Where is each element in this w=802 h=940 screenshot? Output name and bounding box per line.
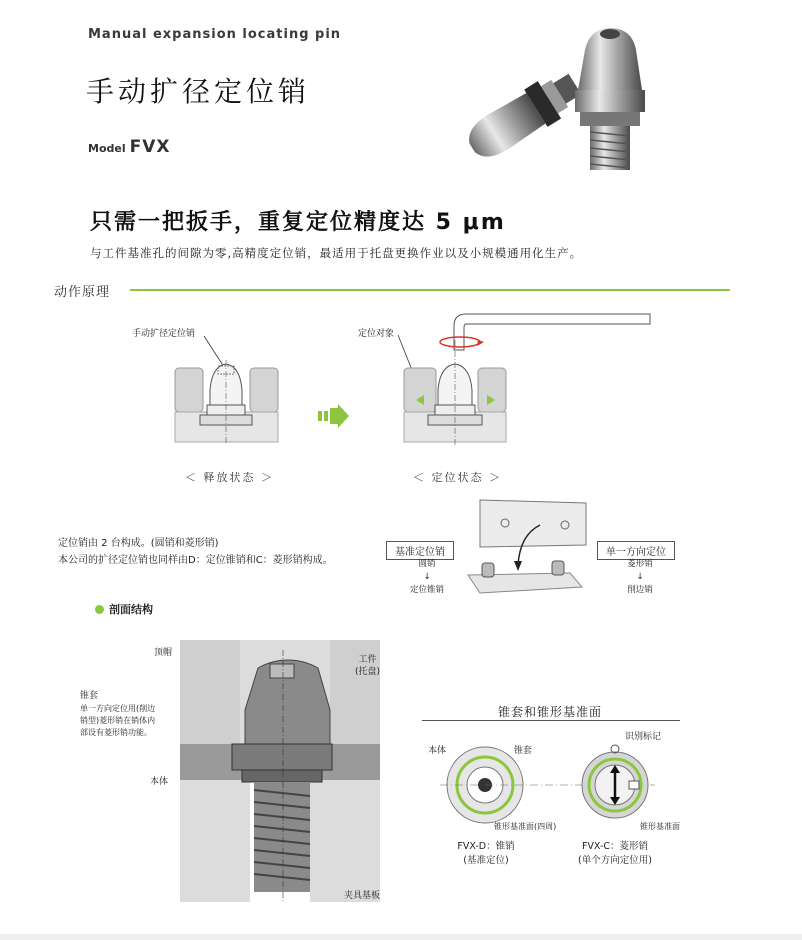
model-name: FVX [129, 137, 171, 157]
composition-line-2: 本公司的扩径定位销也同样由D：定位锥销和C：菱形销构成。 [58, 555, 333, 566]
single-direction-desc-3: 削边销 [627, 585, 653, 595]
section-divider [130, 289, 730, 291]
single-direction-box: 单一方向定位 [597, 541, 675, 560]
label-target: 定位对象 [358, 329, 395, 339]
cone-label-face-all: 锥形基准面(四周) [494, 822, 557, 831]
chinese-title: 手动扩径定位销 [86, 75, 311, 108]
sleeve-note-3: 部设有菱形销功能。 [80, 728, 152, 737]
cross-section-title: 剖面结构 [109, 603, 153, 616]
cone-title: 锥套和锥形基准面 [498, 705, 603, 719]
cross-section-diagram [180, 640, 380, 902]
caption-fvx-d-1: FVX-D：锥销 [457, 841, 515, 852]
sleeve-note [80, 703, 155, 739]
single-direction-desc [618, 558, 662, 597]
caption-fvx-d-2: (基准定位) [463, 855, 509, 866]
bottom-bar [0, 934, 802, 940]
caption-fvx-c-2: (单个方向定位用) [578, 855, 652, 866]
base-pin-desc-3: 定位锥销 [409, 585, 444, 595]
description: 与工件基准孔的间隙为零,高精度定位销，最适用于托盘更换作业以及小规模通用化生产。 [90, 246, 583, 260]
cone-divider [422, 720, 680, 721]
headline: 只需一把扳手，重复定位精度达 5 μm [90, 210, 506, 235]
label-workpiece [355, 654, 380, 678]
cone-label-id-mark: 识别标记 [625, 732, 662, 742]
model-prefix: Model [88, 142, 126, 155]
state-released: ＜ 释放状态 ＞ [185, 471, 274, 484]
caption-fvx-d [436, 840, 536, 868]
composition-line-1: 定位销由 2 台构成。(圆销和菱形销) [58, 538, 219, 549]
label-fixture-plate: 夹具基板 [344, 891, 381, 901]
composition-note [58, 535, 333, 569]
cone-label-face: 锥形基准面 [640, 822, 680, 831]
cone-label-body: 本体 [428, 746, 447, 756]
released-state-diagram [170, 330, 280, 450]
model-label [88, 137, 171, 157]
section-title-cross-section [95, 601, 153, 617]
base-pin-desc-1: 圆销 [418, 559, 436, 569]
base-pin-box: 基准定位销 [386, 541, 454, 560]
label-body: 本体 [150, 777, 169, 787]
located-state-diagram [380, 300, 660, 450]
base-pin-desc-2: ↓ [423, 572, 431, 582]
single-direction-desc-2: ↓ [636, 572, 644, 582]
english-title: Manual expansion locating pin [88, 27, 342, 42]
caption-fvx-c [560, 840, 670, 868]
sleeve-note-1: 单一方向定位用(削边 [80, 704, 156, 713]
label-manual-pin: 手动扩径定位销 [132, 329, 196, 339]
cone-diagram [440, 735, 690, 835]
product-photo [450, 20, 650, 180]
sleeve-note-2: 销型)菱形销在销体内 [80, 716, 156, 725]
base-pin-desc [405, 558, 449, 597]
arrow-right-icon [318, 404, 350, 428]
state-located: ＜ 定位状态 ＞ [413, 471, 502, 484]
cone-label-sleeve: 锥套 [514, 746, 533, 756]
label-sleeve: 锥套 [80, 691, 99, 701]
label-workpiece-1: 工件 [358, 655, 377, 665]
label-workpiece-2: (托盘) [355, 667, 381, 677]
caption-fvx-c-1: FVX-C：菱形销 [581, 841, 649, 852]
section-title-principle: 动作原理 [54, 285, 111, 300]
single-direction-desc-1: 菱形销 [627, 559, 653, 569]
plate-diagram [460, 495, 600, 605]
bullet-icon [95, 605, 104, 614]
label-top-cap: 顶帽 [154, 648, 173, 658]
